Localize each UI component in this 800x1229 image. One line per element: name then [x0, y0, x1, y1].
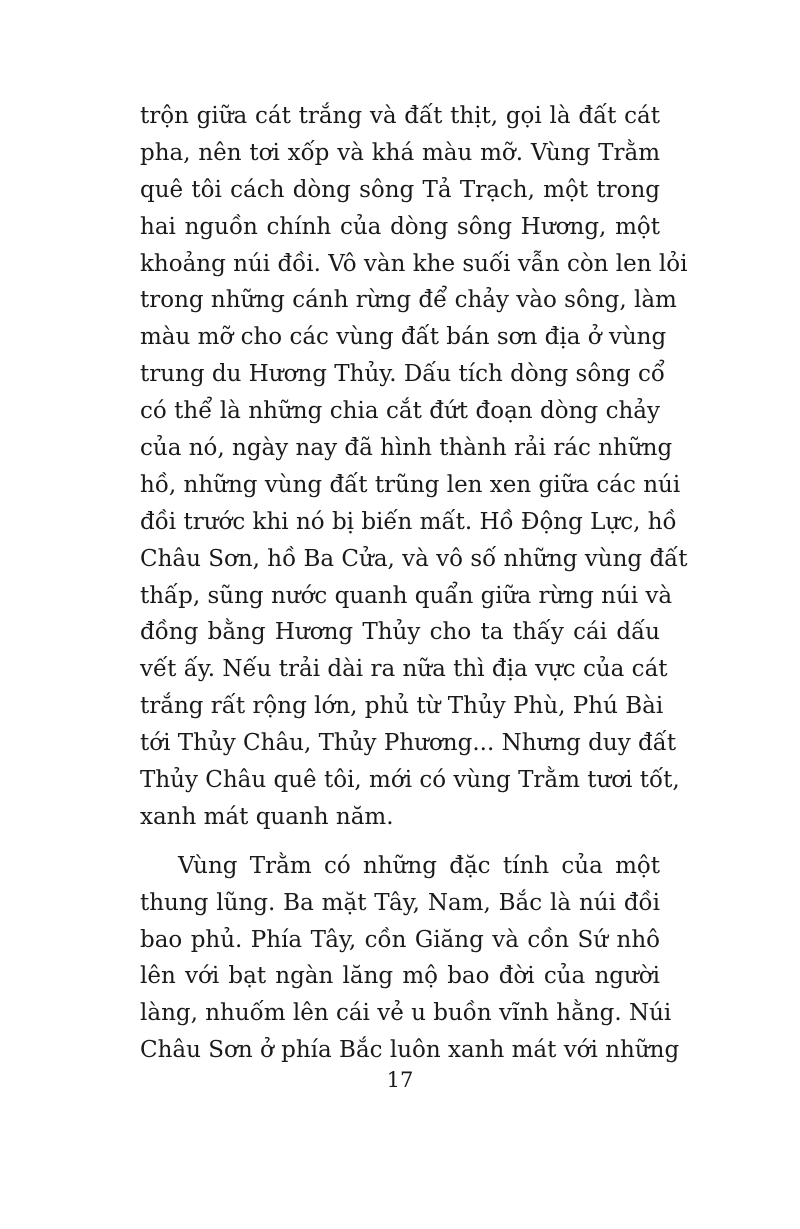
text-line: vết ấy. Nếu trải dài ra nữa thì địa vực của cát [140, 656, 668, 683]
text-line: hai nguồn chính của dòng sông Hương, một [140, 213, 660, 240]
text-line: trắng rất rộng lớn, phủ từ Thủy Phù, Phú Bài [140, 693, 664, 720]
paragraph-2 [140, 848, 680, 1069]
text-line: tới Thủy Châu, Thủy Phương... Nhưng duy đất [140, 730, 677, 757]
text-line: Vùng Trằm có những đặc tính của một [178, 852, 660, 879]
text-line: xanh mát quanh năm. [140, 803, 394, 830]
text-line: của nó, ngày nay đã hình thành rải rác những [140, 435, 673, 462]
text-line: có thể là những chia cắt đứt đoạn dòng chảy [140, 398, 660, 425]
body-text [140, 98, 688, 1069]
text-line: làng, nhuốm lên cái vẻ u buồn vĩnh hằng. Núi [140, 1000, 672, 1027]
text-line: bao phủ. Phía Tây, cồn Giăng và cồn Sứ nhô [140, 926, 660, 953]
text-line: đồng bằng Hương Thủy cho ta thấy cái dấu [140, 619, 660, 646]
text-line: đồi trước khi nó bị biến mất. Hồ Động Lực, hồ [140, 508, 677, 535]
text-line: pha, nên tơi xốp và khá màu mỡ. Vùng Trằm [140, 139, 660, 166]
text-line: quê tôi cách dòng sông Tả Trạch, một trong [140, 176, 660, 203]
text-line: màu mỡ cho các vùng đất bán sơn địa ở vùng [140, 324, 667, 351]
paragraph-1 [140, 98, 688, 836]
text-line: lên với bạt ngàn lăng mộ bao đời của người [140, 963, 660, 990]
text-line: khoảng núi đồi. Vô vàn khe suối vẫn còn len lỏi [140, 250, 688, 277]
text-line: trong những cánh rừng để chảy vào sông, làm [140, 287, 677, 314]
text-line: Châu Sơn, hồ Ba Cửa, và vô số những vùng đất [140, 545, 688, 572]
text-line: thung lũng. Ba mặt Tây, Nam, Bắc là núi đồi [140, 889, 660, 916]
paragraph-gap [140, 836, 660, 848]
text-line: trộn giữa cát trắng và đất thịt, gọi là đất cát [140, 103, 660, 129]
text-line: hồ, những vùng đất trũng len xen giữa các núi [140, 471, 681, 498]
text-line: thấp, sũng nước quanh quẩn giữa rừng núi và [140, 582, 673, 609]
text-line: Châu Sơn ở phía Bắc luôn xanh mát với những [140, 1037, 680, 1064]
text-line: Thủy Châu quê tôi, mới có vùng Trằm tươi tốt, [140, 767, 680, 794]
page-number: 17 [386, 1068, 414, 1092]
text-line: trung du Hương Thủy. Dấu tích dòng sông cổ [140, 361, 665, 388]
